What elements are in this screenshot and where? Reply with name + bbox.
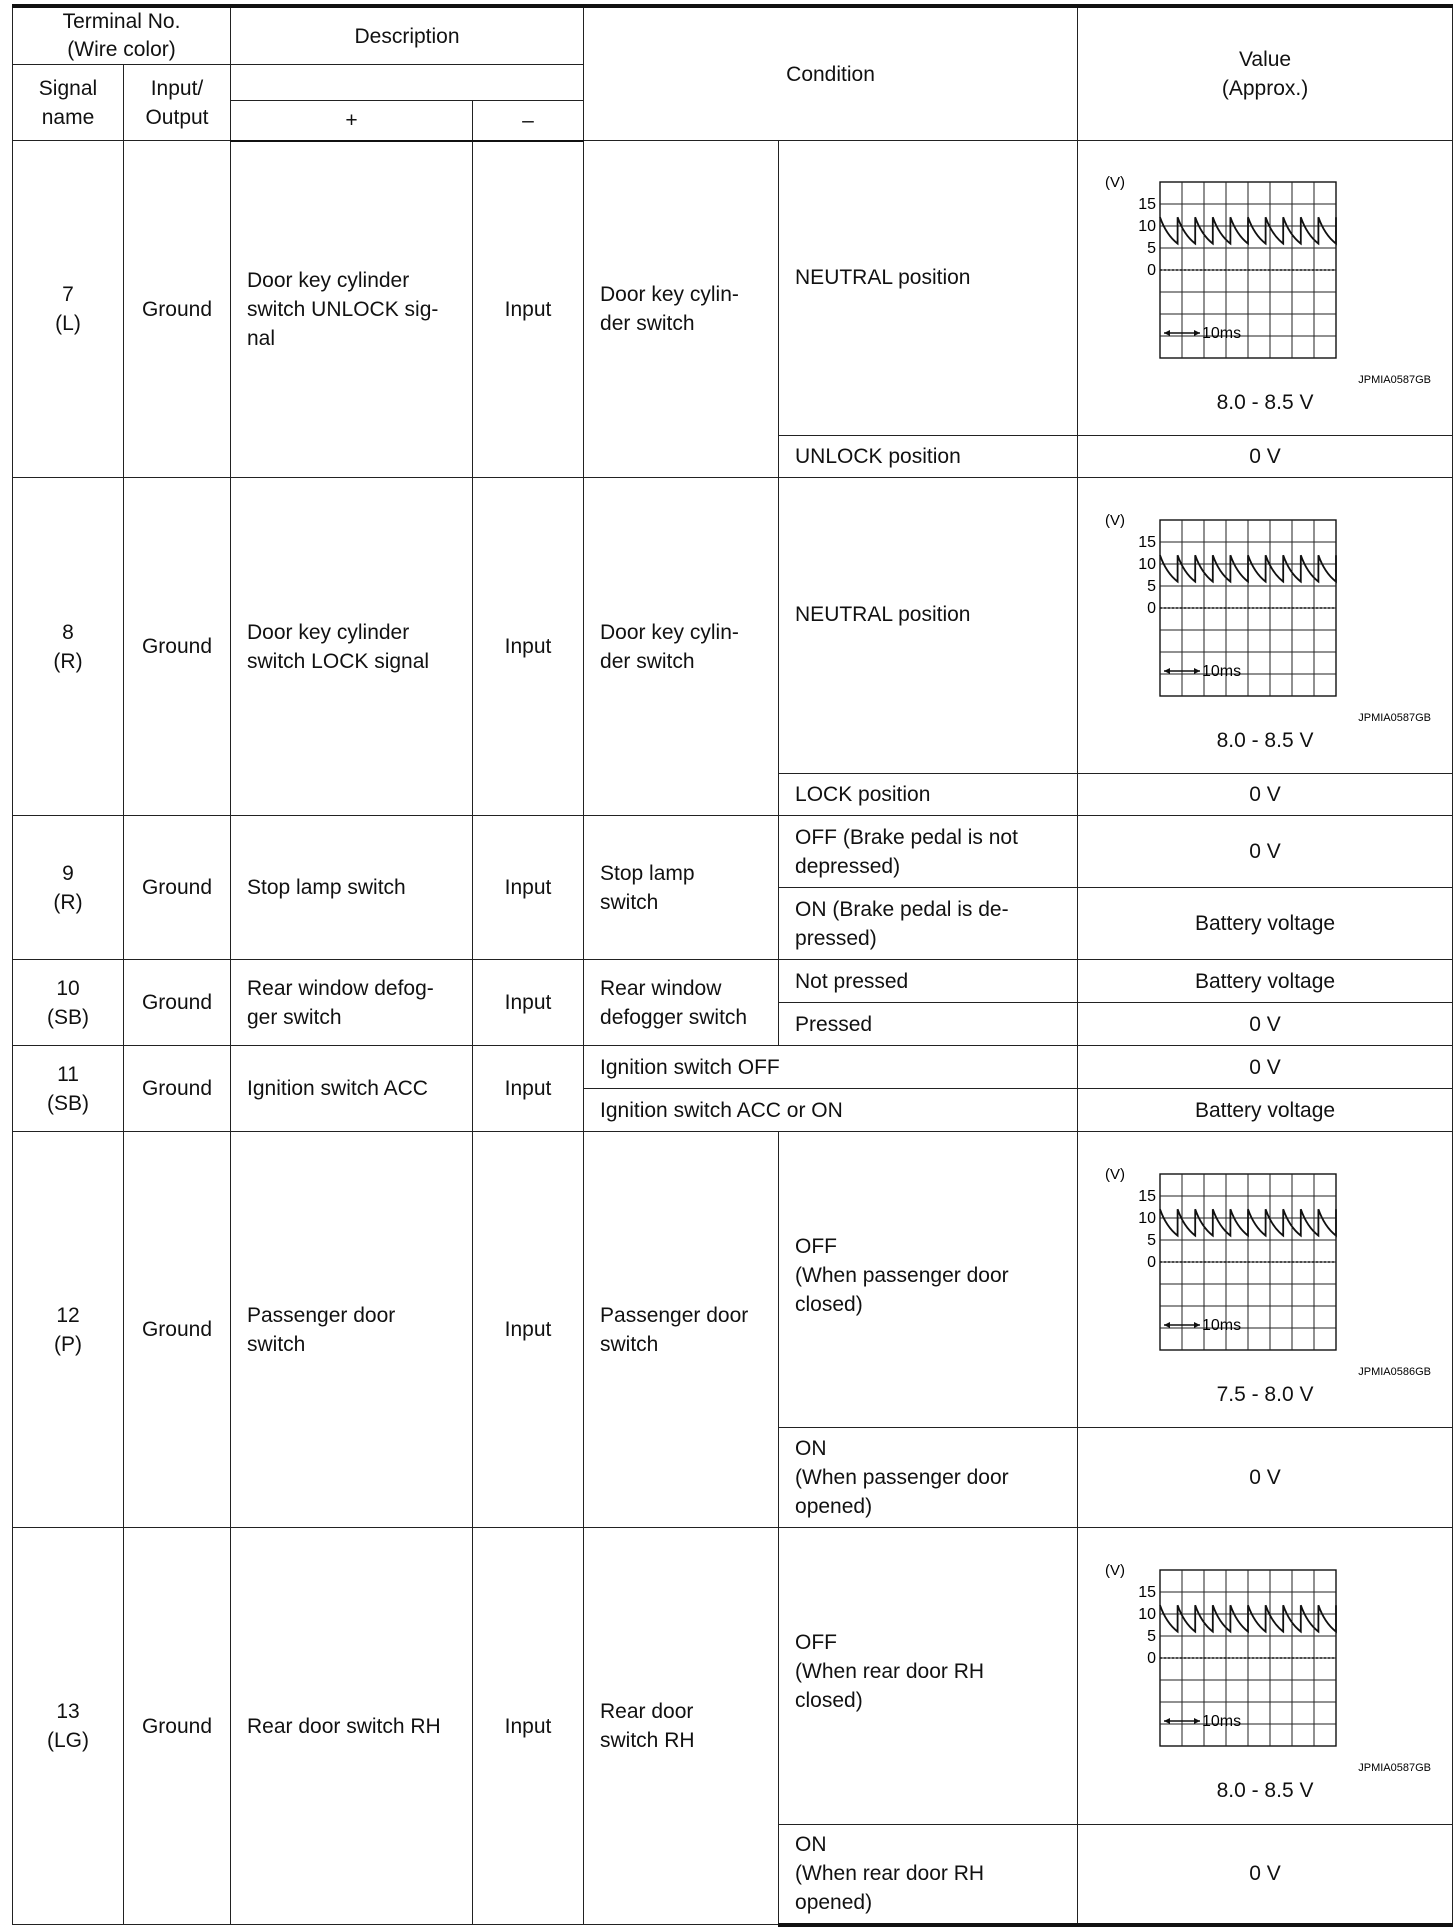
value-waveform-cell — [1078, 1528, 1453, 1825]
waveform-tick-label: 10 — [1138, 555, 1157, 573]
waveform-chart — [1095, 498, 1435, 726]
terminal-cell: 11 (SB) — [13, 1046, 124, 1132]
io-cell: Input — [473, 960, 584, 1046]
time-scale-label: 10ms — [1202, 1316, 1242, 1334]
io-cell: Input — [473, 816, 584, 960]
header-description: Description — [231, 6, 584, 65]
terminal-cell: 7 (L) — [13, 141, 124, 478]
time-scale-arrowhead — [1194, 330, 1200, 336]
value-text: 0 V — [1078, 816, 1453, 888]
value-text: 0 V — [1078, 1046, 1453, 1089]
condition-group-cell: Stop lamp switch — [584, 816, 779, 960]
waveform-unit-label: (V) — [1105, 1165, 1126, 1183]
condition-group-cell: Rear door switch RH — [584, 1528, 779, 1925]
condition-cell: NEUTRAL position — [779, 478, 1078, 774]
terminal-table — [12, 4, 1453, 1927]
time-scale-label: 10ms — [1202, 662, 1242, 680]
signal-name-cell: Passenger door switch — [231, 1132, 473, 1528]
value-text: 0 V — [1078, 774, 1453, 816]
value-waveform-cell — [1078, 478, 1453, 774]
waveform-tick-label: 10 — [1138, 1606, 1157, 1623]
signal-name-cell: Stop lamp switch — [231, 816, 473, 960]
signal-name-cell: Door key cylinder switch UNLOCK sig- nal — [231, 141, 473, 478]
ground-cell: Ground — [124, 1046, 231, 1132]
header-input-output: Input/ Output — [124, 65, 231, 141]
condition-cell: OFF (When rear door RH closed) — [779, 1528, 1078, 1825]
header-condition: Condition — [584, 6, 1078, 141]
value-text: 8.0 - 8.5 V — [1216, 391, 1314, 414]
condition-cell: ON (Brake pedal is de- pressed) — [779, 888, 1078, 960]
time-scale-arrowhead — [1164, 1322, 1170, 1328]
value-waveform-cell — [1078, 141, 1453, 436]
terminal-cell: 9 (R) — [13, 816, 124, 960]
signal-name-cell: Rear window defog- ger switch — [231, 960, 473, 1046]
condition-cell: ON (When rear door RH opened) — [779, 1825, 1078, 1925]
condition-cell: Pressed — [779, 1003, 1078, 1046]
condition-cell: Not pressed — [779, 960, 1078, 1003]
waveform-tick-label: 0 — [1147, 599, 1157, 617]
value-text: 0 V — [1078, 1428, 1453, 1528]
waveform-trace — [1160, 1209, 1336, 1235]
waveform-tick-label: 5 — [1147, 1628, 1157, 1645]
condition-group-cell: Door key cylin- der switch — [584, 478, 779, 816]
condition-cell: Ignition switch OFF — [584, 1046, 1078, 1089]
signal-name-cell: Door key cylinder switch LOCK signal — [231, 478, 473, 816]
terminal-cell: 8 (R) — [13, 478, 124, 816]
value-text: Battery voltage — [1078, 1089, 1453, 1132]
waveform-tick-label: 15 — [1138, 1187, 1157, 1205]
waveform-chart — [1095, 1152, 1435, 1380]
waveform-tick-label: 5 — [1147, 1231, 1157, 1249]
terminal-cell: 13 (LG) — [13, 1528, 124, 1925]
condition-cell: NEUTRAL position — [779, 141, 1078, 436]
value-waveform-cell — [1078, 1132, 1453, 1428]
ground-cell: Ground — [124, 141, 231, 478]
header-signal-name: Signal name — [13, 65, 124, 141]
waveform-unit-label: (V) — [1105, 511, 1126, 529]
value-text: 8.0 - 8.5 V — [1216, 728, 1314, 752]
waveform-tick-label: 0 — [1147, 1650, 1157, 1667]
condition-group-cell: Door key cylin- der switch — [584, 141, 779, 478]
condition-cell: LOCK position — [779, 774, 1078, 816]
waveform-trace — [1160, 217, 1336, 243]
header-plus: + — [231, 101, 473, 141]
ground-cell: Ground — [124, 960, 231, 1046]
waveform-trace — [1160, 555, 1336, 581]
value-text: Battery voltage — [1078, 888, 1453, 960]
waveform-trace — [1160, 1605, 1336, 1631]
waveform-tick-label: 0 — [1147, 262, 1157, 279]
time-scale-arrowhead — [1194, 1322, 1200, 1328]
value-text: 8.0 - 8.5 V — [1216, 1779, 1314, 1802]
ground-cell: Ground — [124, 1132, 231, 1528]
waveform-tick-label: 10 — [1138, 1209, 1157, 1227]
condition-group-cell: Passenger door switch — [584, 1132, 779, 1528]
time-scale-arrowhead — [1164, 330, 1170, 336]
ground-cell: Ground — [124, 816, 231, 960]
waveform-unit-label: (V) — [1105, 1562, 1126, 1579]
condition-cell: UNLOCK position — [779, 436, 1078, 478]
time-scale-arrowhead — [1164, 1718, 1170, 1724]
time-scale-label: 10ms — [1202, 325, 1242, 342]
ground-cell: Ground — [124, 1528, 231, 1925]
condition-cell: Ignition switch ACC or ON — [584, 1089, 1078, 1132]
header-minus: – — [473, 101, 584, 141]
value-text: 0 V — [1078, 1003, 1453, 1046]
waveform-tick-label: 0 — [1147, 1253, 1157, 1271]
value-text: 0 V — [1078, 436, 1453, 478]
waveform-tick-label: 15 — [1138, 533, 1157, 551]
condition-cell: OFF (When passenger door closed) — [779, 1132, 1078, 1428]
terminal-cell: 10 (SB) — [13, 960, 124, 1046]
value-text: Battery voltage — [1078, 960, 1453, 1003]
time-scale-arrowhead — [1164, 668, 1170, 674]
time-scale-label: 10ms — [1202, 1713, 1242, 1730]
header-terminal-no: Terminal No. (Wire color) — [13, 6, 231, 65]
io-cell: Input — [473, 1528, 584, 1925]
signal-name-cell: Ignition switch ACC — [231, 1046, 473, 1132]
waveform-tick-label: 15 — [1138, 196, 1157, 213]
condition-group-cell: Rear window defogger switch — [584, 960, 779, 1046]
terminal-cell: 12 (P) — [13, 1132, 124, 1528]
waveform-chart — [1095, 160, 1435, 388]
waveform-chart — [1095, 1548, 1435, 1776]
io-cell: Input — [473, 141, 584, 478]
io-cell: Input — [473, 478, 584, 816]
ground-cell: Ground — [124, 478, 231, 816]
waveform-tick-label: 10 — [1138, 218, 1157, 235]
waveform-tick-label: 5 — [1147, 240, 1157, 257]
value-text: 0 V — [1078, 1825, 1453, 1925]
io-cell: Input — [473, 1132, 584, 1528]
waveform-tick-label: 5 — [1147, 577, 1157, 595]
signal-name-cell: Rear door switch RH — [231, 1528, 473, 1925]
figure-id-label: JPMIA0586GB — [1358, 1365, 1432, 1378]
waveform-tick-label: 15 — [1138, 1584, 1157, 1601]
time-scale-arrowhead — [1194, 1718, 1200, 1724]
figure-id-label: JPMIA0587GB — [1358, 374, 1432, 386]
io-cell: Input — [473, 1046, 584, 1132]
condition-cell: OFF (Brake pedal is not depressed) — [779, 816, 1078, 888]
value-text: 7.5 - 8.0 V — [1216, 1382, 1314, 1406]
time-scale-arrowhead — [1194, 668, 1200, 674]
figure-id-label: JPMIA0587GB — [1358, 1762, 1432, 1774]
figure-id-label: JPMIA0587GB — [1358, 711, 1432, 724]
waveform-unit-label: (V) — [1105, 174, 1126, 191]
header-value: Value (Approx.) — [1078, 6, 1453, 141]
condition-cell: ON (When passenger door opened) — [779, 1428, 1078, 1528]
